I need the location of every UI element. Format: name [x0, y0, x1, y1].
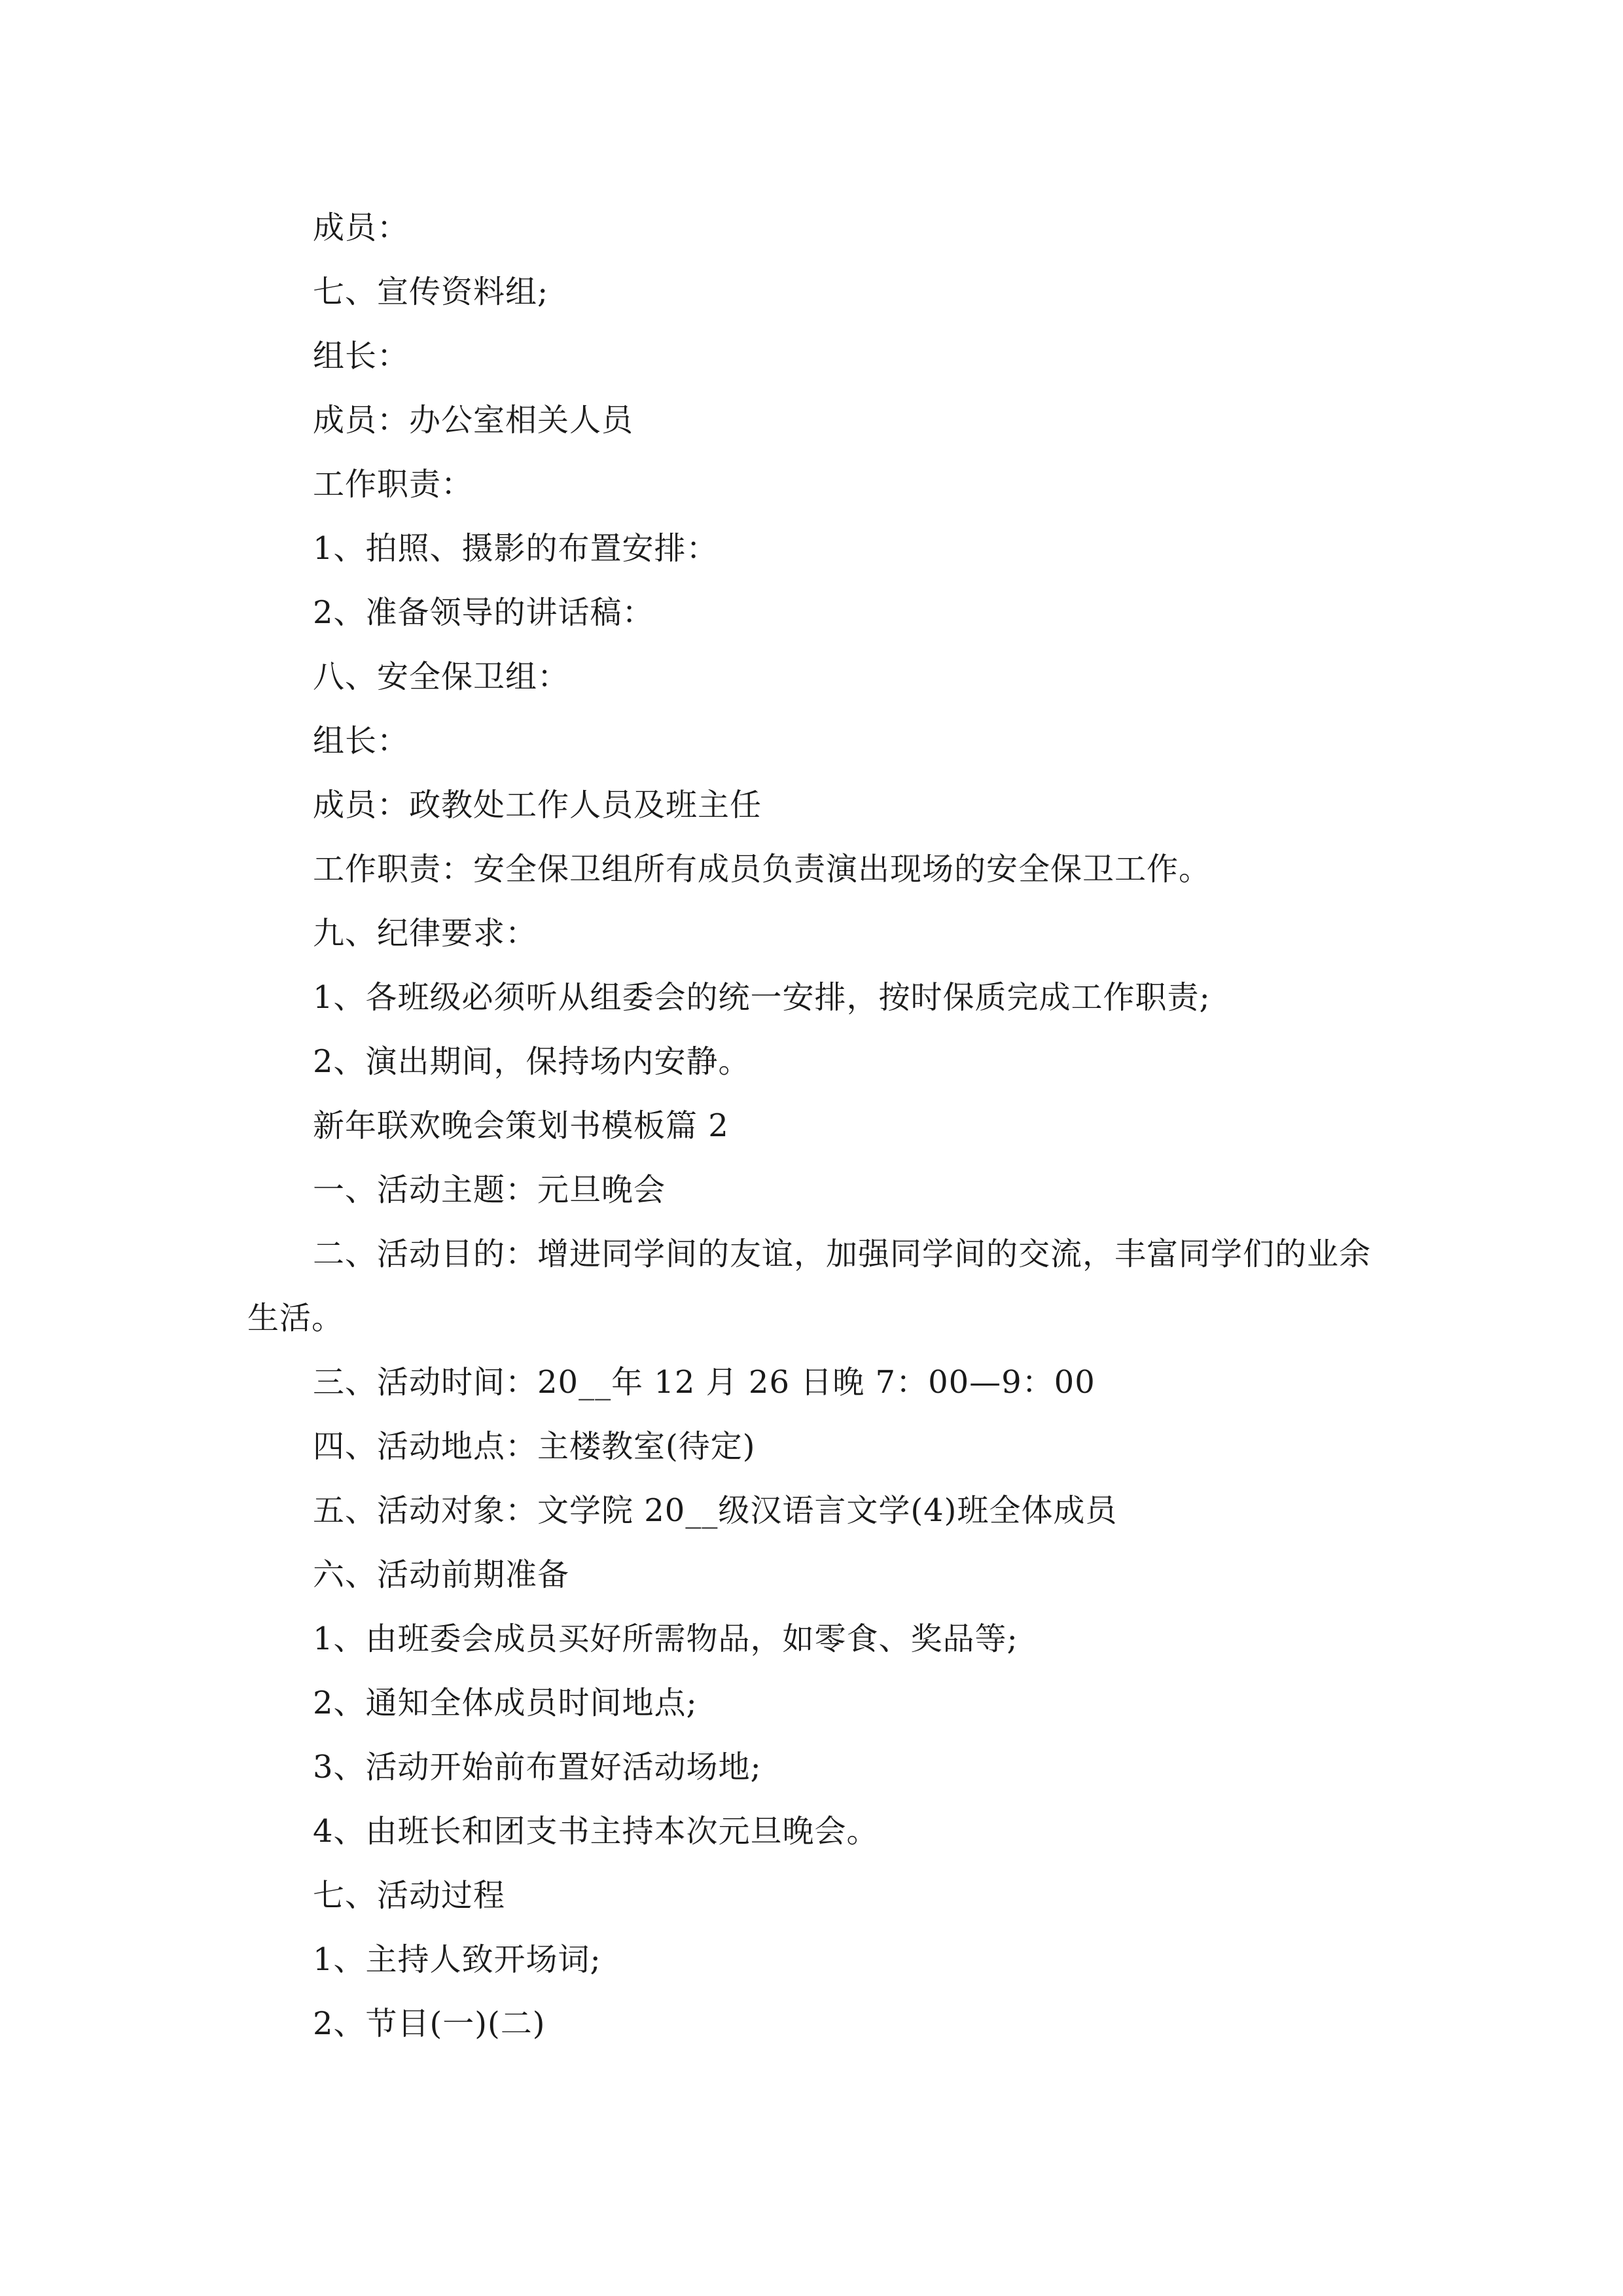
text-line: 1、由班委会成员买好所需物品，如零食、奖品等; — [313, 1621, 1018, 1657]
text-line: 2、演出期间，保持场内安静。 — [313, 1043, 751, 1080]
text-line: 一、活动主题：元旦晚会 — [313, 1172, 666, 1208]
text-line: 工作职责： — [313, 466, 474, 503]
text-line: 工作职责：安全保卫组所有成员负责演出现场的安全保卫工作。 — [313, 851, 1211, 888]
text-line: 组长： — [313, 723, 410, 759]
text-line: 1、各班级必须听从组委会的统一安排，按时保质完成工作职责; — [313, 979, 1211, 1016]
text-line: 成员：政教处工作人员及班主任 — [313, 787, 762, 823]
text-line: 八、安全保卫组： — [313, 658, 570, 695]
text-line: 1、主持人致开场词; — [313, 1941, 601, 1978]
text-line: 2、准备领导的讲话稿： — [313, 594, 654, 631]
text-line: 五、活动对象：文学院 20__级汉语言文学(4)班全体成员 — [313, 1492, 1118, 1529]
text-line: 4、由班长和团支书主持本次元旦晚会。 — [313, 1813, 879, 1850]
text-line: 组长： — [313, 338, 410, 374]
text-paragraph: 二、活动目的：增进同学间的友谊，加强同学间的交流，丰富同学们的业余生活。 — [247, 1236, 1372, 1336]
text-line: 3、活动开始前布置好活动场地; — [313, 1749, 762, 1785]
text-line: 七、宣传资料组; — [313, 274, 549, 310]
text-line: 2、通知全体成员时间地点; — [313, 1685, 698, 1721]
section-heading: 新年联欢晚会策划书模板篇 2 — [313, 1107, 729, 1144]
text-line: 六、活动前期准备 — [313, 1556, 570, 1593]
text-line: 四、活动地点：主楼教室(待定) — [313, 1428, 756, 1465]
text-line: 成员：办公室相关人员 — [313, 402, 634, 439]
text-line: 成员： — [313, 209, 410, 246]
text-line: 三、活动时间：20__年 12 月 26 日晚 7：00—9：00 — [313, 1364, 1096, 1401]
text-line: 1、拍照、摄影的布置安排： — [313, 530, 719, 567]
text-line: 2、节目(一)(二) — [313, 2005, 546, 2042]
text-line: 九、纪律要求： — [313, 915, 538, 952]
text-line: 七、活动过程 — [313, 1877, 506, 1914]
